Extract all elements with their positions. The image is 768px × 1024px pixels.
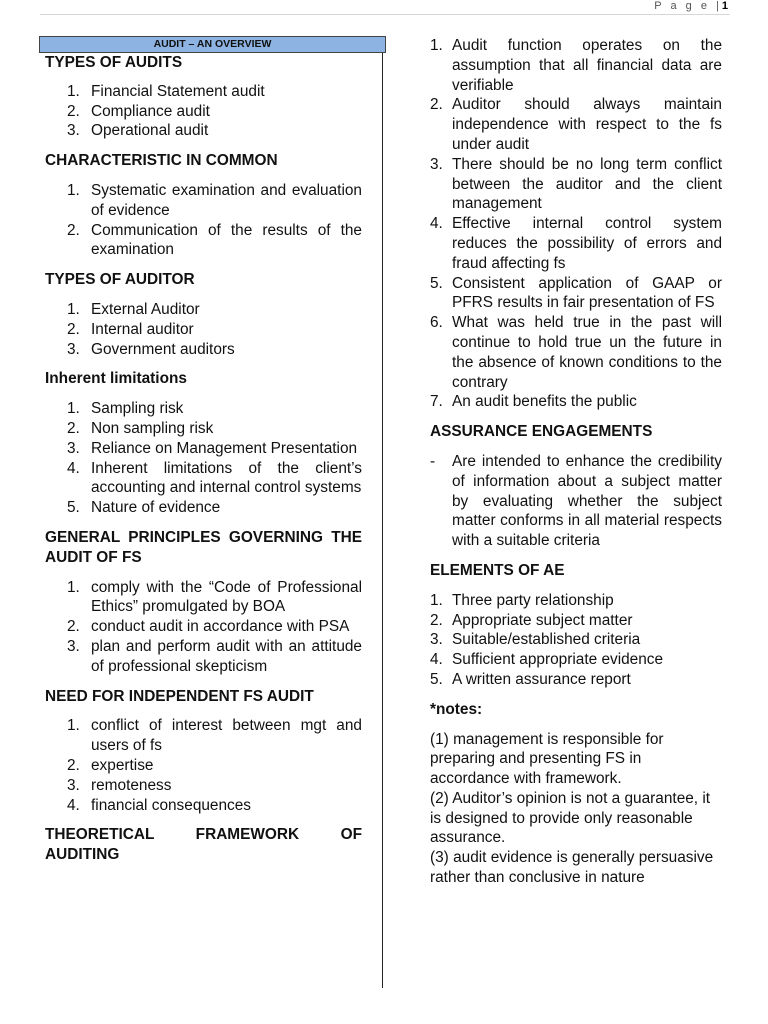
header-rule (40, 14, 730, 15)
list-item: 3. There should be no long term conflict between the auditor and the client management (430, 155, 722, 213)
list-item: 1. conflict of interest between mgt and users of fs (67, 717, 362, 755)
note-item: (3) audit evidence is generally persuasive rather than conclusive in nature (430, 849, 714, 887)
theoretical-framework-heading: THEORETICAL FRAMEWORK OF AUDITING (45, 826, 362, 864)
types-of-audits-list (39, 82, 362, 141)
list-item: 4. Inherent limitations of the client’s accounting and internal control systems (67, 459, 362, 497)
inherent-limitations-list (39, 399, 362, 518)
list-item: 5. Nature of evidence (67, 499, 221, 517)
elements-list (430, 591, 722, 690)
list-item: 3. plan and perform audit with an attitude of professional skepticism (67, 637, 362, 675)
list-item: 6. What was held true in the past will continue to hold true un the future in the absence of known conditions to the contrary (430, 314, 722, 391)
left-column (39, 36, 362, 865)
types-of-auditor-heading: TYPES OF AUDITOR (45, 271, 195, 289)
characteristic-list (39, 181, 362, 260)
list-item: 3. remoteness (67, 776, 172, 794)
list-item: 2. Auditor should always maintain independence with respect to the fs under audit (430, 96, 722, 153)
need-for-audit-heading: NEED FOR INDEPENDENT FS AUDIT (45, 687, 314, 705)
list-item: 5. Consistent application of GAAP or PFRS results in fair presentation of FS (430, 274, 722, 312)
list-item: 2. conduct audit in accordance with PSA (67, 618, 350, 636)
list-item: 1. Financial Statement audit (67, 82, 265, 100)
list-item: 5. A written assurance report (430, 670, 631, 688)
list-item: 3. Operational audit (67, 122, 209, 140)
general-principles-heading: GENERAL PRINCIPLES GOVERNING THE AUDIT OF FS (45, 528, 362, 566)
title-banner: AUDIT – AN OVERVIEW (39, 36, 386, 53)
list-item: 1. Three party relationship (430, 591, 614, 609)
note-item: (1) management is responsible for preparing and presenting FS in accordance with framework. (430, 730, 664, 788)
list-item: 2. Non sampling risk (67, 419, 214, 437)
page-number: P a g e |1 (654, 0, 728, 12)
list-item: 1. comply with the “Code of Professional Ethics” promulgated by BOA (67, 578, 362, 616)
notes-list (430, 730, 722, 888)
column-divider (382, 38, 383, 988)
list-item: 2. Communication of the results of the examination (67, 221, 362, 259)
right-column (430, 36, 722, 888)
assurance-engagements-heading: ASSURANCE ENGAGEMENTS (430, 423, 653, 441)
types-of-audits-heading: TYPES OF AUDITS (45, 54, 183, 71)
elements-heading: ELEMENTS OF AE (430, 561, 565, 579)
types-of-auditor-list (39, 300, 362, 359)
list-item: 2. expertise (67, 756, 154, 774)
note-item: (2) Auditor’s opinion is not a guarantee, it is designed to provide only reasonable assurance. (430, 789, 711, 847)
assurance-definition: - Are intended to enhance the credibility of information about a subject matter by evaluating whether the subject matter conforms in all material respects with a suitable criteria (430, 452, 722, 550)
characteristic-heading: CHARACTERISTIC IN COMMON (45, 152, 278, 170)
list-item: 3. Government auditors (67, 340, 235, 358)
list-item: 2. Compliance audit (67, 102, 210, 120)
need-for-audit-list (39, 716, 362, 815)
general-principles-list (39, 578, 362, 677)
list-item: 1. Systematic examination and evaluation of evidence (67, 181, 362, 219)
list-item: 2. Appropriate subject matter (430, 611, 633, 629)
list-item: 7. An audit benefits the public (430, 393, 637, 411)
list-item: 1. Audit function operates on the assumption that all financial data are verifiable (430, 37, 722, 94)
notes-heading: *notes: (430, 700, 483, 718)
list-item: 4. financial consequences (67, 796, 252, 814)
list-item: 1. Sampling risk (67, 400, 184, 418)
list-item: 3. Reliance on Management Presentation (67, 439, 358, 457)
list-item: 1. External Auditor (67, 300, 200, 318)
inherent-limitations-heading: Inherent limitations (45, 370, 187, 388)
list-item: 4. Sufficient appropriate evidence (430, 651, 664, 669)
list-item: 3. Suitable/established criteria (430, 631, 641, 649)
list-item: 2. Internal auditor (67, 320, 194, 338)
list-item: 4. Effective internal control system reduces the possibility of errors and fraud affecting fs (430, 215, 722, 272)
framework-list (430, 36, 722, 412)
